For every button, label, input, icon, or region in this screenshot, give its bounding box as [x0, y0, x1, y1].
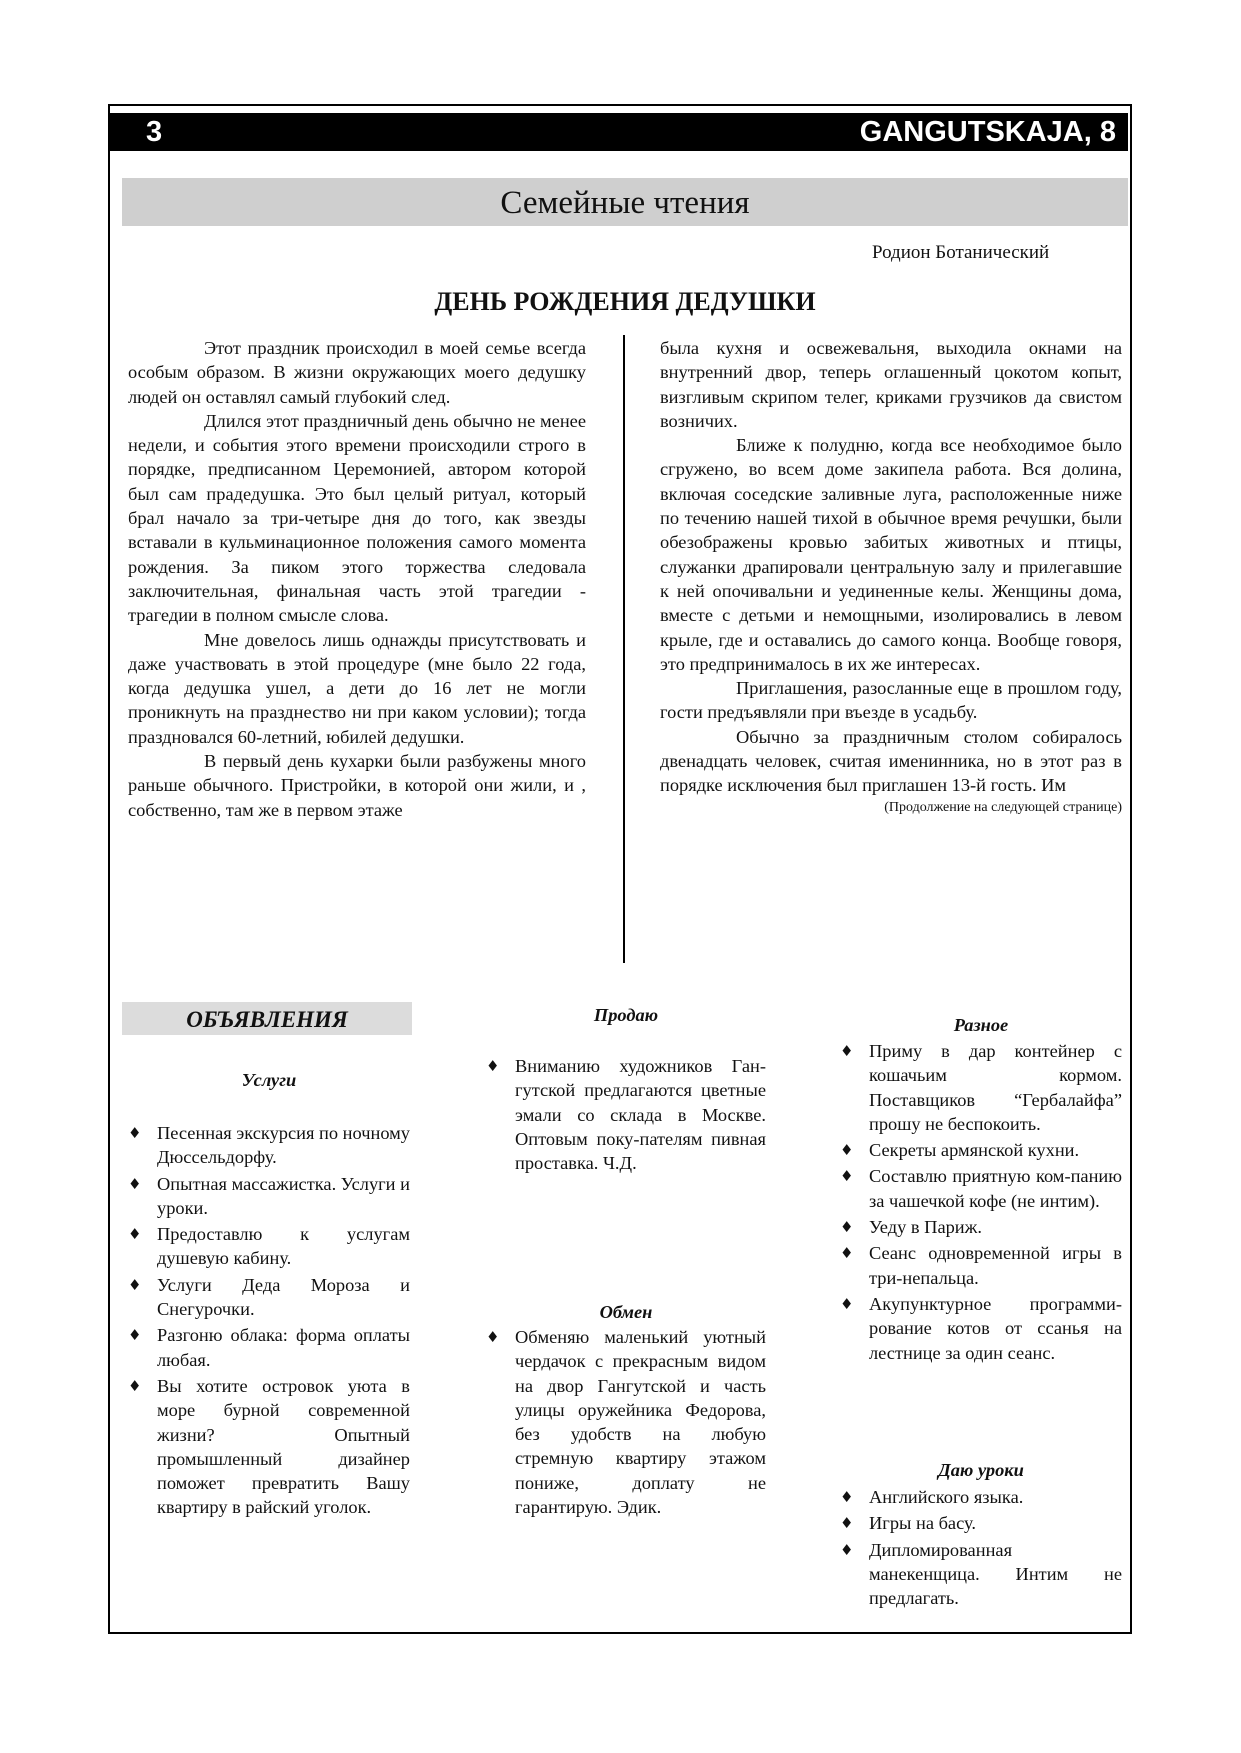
article-column-left — [128, 336, 586, 822]
page-number: 3 — [146, 116, 163, 148]
list-item: ♦ Приму в дар контейнер с кошачьим кормом. Поставщиков “Гербалайфа” прошу не беспокоить. — [840, 1041, 1122, 1134]
list-item: ♦ Секреты армянской кухни. — [840, 1138, 1122, 1162]
bullet-icon: ♦ — [128, 1225, 142, 1244]
paragraph: Приглашения, разосланные еще в прошлом году, гости предъявляли при въезде в усадьбу. — [660, 678, 1122, 723]
paragraph: Длился этот праздничный день обычно не менее недели, и события этого времени происходили строго в порядке, предписанном Церемонией, автором которой был сам прадедушка. Это был целый ритуал, который брал начало за три-четыре дня до того, как звезды вставали в кульминационное положения самого момента рождения. За пиком этого торжества следовала заключительная, финальная часть этой трагедии - трагедии в полном смысле слова. — [128, 410, 586, 626]
list-item: ♦ Опытная массажистка. Услуги и уроки. — [128, 1173, 410, 1218]
exchange-heading: Обмен — [599, 1302, 653, 1322]
bullet-icon: ♦ — [840, 1488, 854, 1506]
list-item: ♦ Разгоню облака: форма оплаты любая. — [128, 1325, 410, 1370]
exchange-list — [486, 1325, 766, 1521]
list-item: ♦ Акупунктурное программи-рование котов от ссанья на лестнице за один сеанс. — [840, 1293, 1122, 1363]
services-list — [128, 1121, 410, 1522]
paragraph: Ближе к полудню, когда все необходимое было сгружено, во всем доме закипела работа. Вся долина, включая соседские заливные луга, расположенные ниже по течению нашей тихой в обычное время речушки, были обезображены кровью забитых животных и птицы, служанки драпировали центральную залу и прилегавшие к ней опочивальни и уединенные келы. Женщины дома, вместе с детьми и немощными, изолировались в левом крыле, где и оставались до самого конца. Вообще говоря, это предпринималось в их же интересах. — [660, 435, 1122, 674]
list-item: ♦ Обменяю маленький уютный чердачок с прекрасным видом на двор Гангутской и часть улицы оружейника Федорова, без удобств на любую стремную квартиру этажом пониже, доплату не гарантирую. Эдик. — [486, 1327, 766, 1518]
section-title: Семейные чтения — [122, 178, 1128, 226]
list-item: ♦ Английского языка. — [840, 1485, 1122, 1509]
bullet-icon: ♦ — [840, 1294, 854, 1313]
bullet-icon: ♦ — [840, 1042, 854, 1060]
list-item: ♦ Уеду в Париж. — [840, 1215, 1122, 1239]
bullet-icon: ♦ — [840, 1540, 854, 1559]
bullet-icon: ♦ — [486, 1057, 500, 1075]
bullet-icon: ♦ — [128, 1376, 142, 1395]
lessons-list — [840, 1485, 1122, 1612]
list-item: ♦ Дипломированная манекенщица. Интим не предлагать. — [840, 1539, 1122, 1609]
ads-title: ОБЪЯВЛЕНИЯ — [122, 1002, 412, 1035]
bullet-icon: ♦ — [128, 1174, 142, 1193]
sell-list — [486, 1054, 766, 1177]
continued-note: (Продолжение на следующей странице) — [884, 799, 1122, 815]
article-title: ДЕНЬ РОЖДЕНИЯ ДЕДУШКИ — [434, 287, 816, 316]
list-item: ♦ Вниманию художников Ган-гутской предлагаются цветные эмали со склада в Москве. Оптовым поку-пателям пивная проставка. Ч.Д. — [486, 1056, 766, 1174]
paragraph: Этот праздник происходил в моей семье всегда особым образом. В жизни окружающих моего дедушку людей он оставлял самый глубокий след. — [128, 338, 586, 407]
list-item: ♦ Составлю приятную ком-панию за чашечкой кофе (не интим). — [840, 1166, 1122, 1211]
list-item: ♦ Сеанс одновременной игры в три-непальца. — [840, 1243, 1122, 1288]
bullet-icon: ♦ — [840, 1141, 854, 1160]
paragraph: В первый день кухарки были разбужены много раньше обычного. Пристройки, в которой они жили, и , собственно, там же в первом этаже — [128, 751, 586, 820]
misc-list — [840, 1039, 1122, 1367]
services-heading: Услуги — [241, 1070, 297, 1090]
bullet-icon: ♦ — [128, 1326, 142, 1345]
column-divider — [623, 335, 625, 963]
list-item: ♦ Предоставлю к услугам душевую кабину. — [128, 1224, 410, 1269]
bullet-icon: ♦ — [840, 1244, 854, 1263]
paragraph: Обычно за праздничным столом собиралось двенадцать человек, считая именинника, но в этот раз в порядке исключения был приглашен 13-й гость. Им — [660, 726, 1122, 796]
page-header — [110, 113, 1128, 151]
list-item: ♦ Услуги Деда Мороза и Снегурочки. — [128, 1274, 410, 1320]
list-item: ♦ Вы хотите островок уюта в море бурной современной жизни? Опытный промышленный дизайнер поможет превратить Вашу квартиру в райский уголок. — [128, 1375, 410, 1518]
bullet-icon: ♦ — [128, 1124, 142, 1142]
bullet-icon: ♦ — [840, 1514, 854, 1533]
bullet-icon: ♦ — [840, 1167, 854, 1186]
newspaper-title: GANGUTSKAJA, 8 — [859, 116, 1116, 148]
bullet-icon: ♦ — [840, 1218, 854, 1237]
article-column-right — [660, 336, 1122, 817]
paragraph: была кухня и освежевальня, выходила окнами на внутренний двор, теперь оглашенный цокотом копыт, визгливым скрипом телег, криками грузчиков да свистом возничих. — [660, 338, 1122, 431]
bullet-icon: ♦ — [486, 1328, 500, 1346]
list-item: ♦ Игры на басу. — [840, 1511, 1122, 1535]
sell-heading: Продаю — [593, 1005, 659, 1025]
bullet-icon: ♦ — [128, 1275, 142, 1294]
paragraph: Мне довелось лишь однажды присутствовать и даже участвовать в этой процедуре (мне было 22 года, когда дедушка ушел, а дети до 16 лет не могли проникнуть на празднество ни при каком условии); тогда праздновался 60-летний, юбилей дедушки. — [128, 629, 586, 747]
article-author: Родион Ботанический — [872, 242, 1050, 263]
list-item: ♦ Песенная экскурсия по ночному Дюссельдорфу. — [128, 1123, 410, 1168]
misc-heading: Разное — [953, 1015, 1009, 1035]
lessons-heading: Даю уроки — [938, 1460, 1024, 1480]
